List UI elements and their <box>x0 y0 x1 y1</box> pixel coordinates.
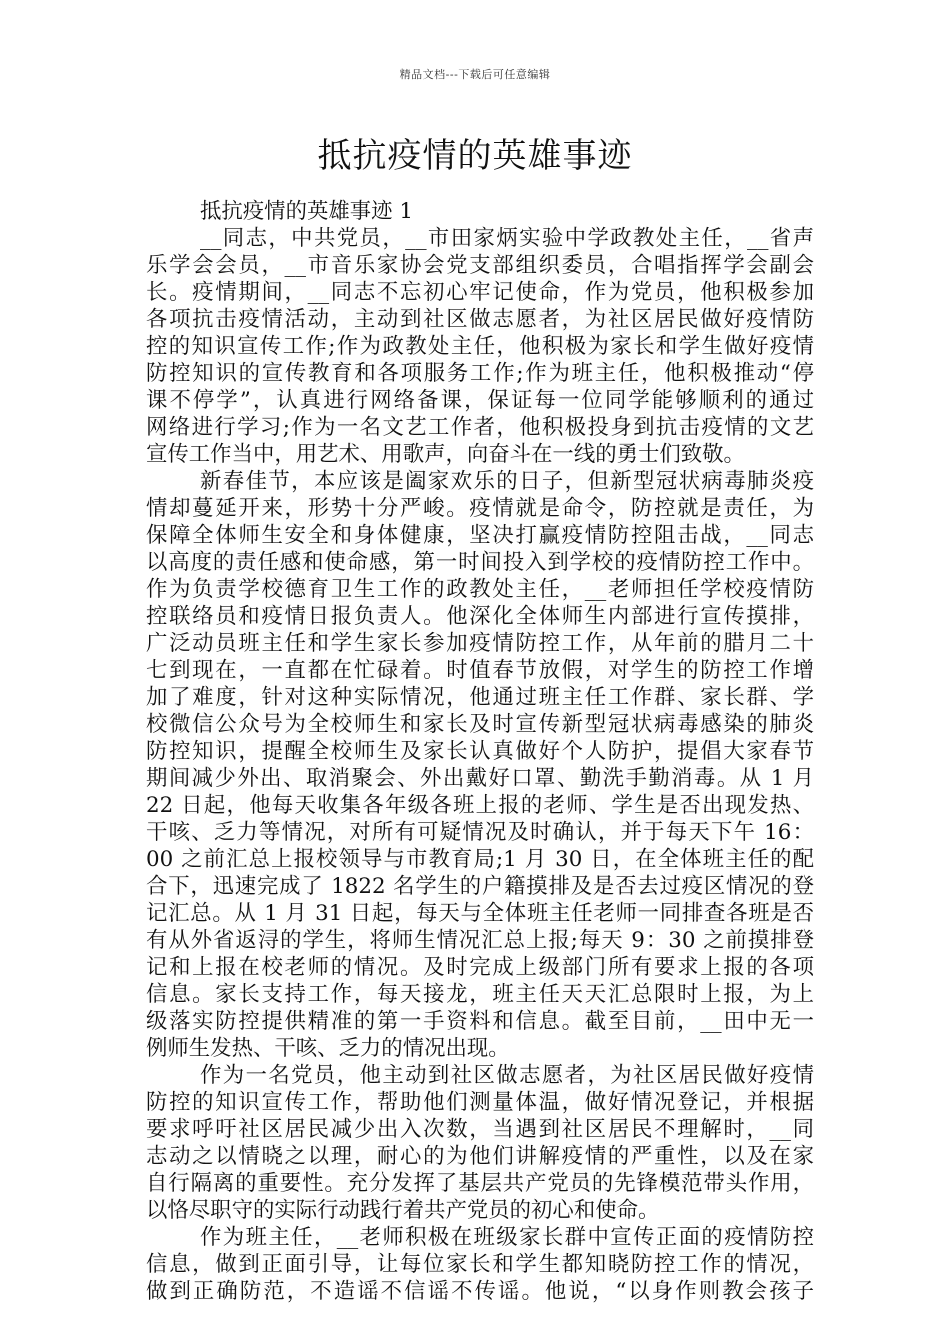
body-line: 22 日起，他每天收集各年级各班上报的老师、学生是否出现发热、 <box>146 793 814 818</box>
body-line: 控联络员和疫情日报负责人。他深化全体师生内部进行宣传摸排， <box>146 604 814 629</box>
document-body <box>146 198 814 1305</box>
body-line: 要求呼吁社区居民减少出入次数，当遇到社区居民不理解时，__同 <box>146 1117 814 1142</box>
body-line: 做到正确防范，不造谣不信谣不传谣。他说，“以身作则教会孩子 <box>146 1279 814 1304</box>
body-line: 有从外省返浔的学生，将师生情况汇总上报;每天 9：30 之前摸排登 <box>146 928 814 953</box>
body-line: 记和上报在校老师的情况。及时完成上级部门所有要求上报的各项 <box>146 955 814 980</box>
header-note: 精品文档---下载后可任意编辑 <box>399 68 551 81</box>
body-line: 志动之以情晓之以理，耐心的为他们讲解疫情的严重性，以及在家 <box>146 1144 814 1169</box>
body-line: 控的知识宣传工作;作为政教处主任，他积极为家长和学生做好疫情 <box>146 334 814 359</box>
body-line: 00 之前汇总上报校领导与市教育局;1 月 30 日，在全体班主任的配 <box>146 847 814 872</box>
body-line: 校微信公众号为全校师生和家长及时宣传新型冠状病毒感染的肺炎 <box>146 712 814 737</box>
body-line: 信息。家长支持工作，每天接龙，班主任天天汇总限时上报，为上 <box>146 982 814 1007</box>
body-line: 各项抗击疫情活动，主动到社区做志愿者，为社区居民做好疫情防 <box>146 307 814 332</box>
body-line: 广泛动员班主任和学生家长参加疫情防控工作，从年前的腊月二十 <box>146 631 814 656</box>
body-line: 情却蔓延开来，形势十分严峻。疫情就是命令，防控就是责任，为 <box>146 496 814 521</box>
body-line: 作为一名党员，他主动到社区做志愿者，为社区居民做好疫情 <box>200 1063 814 1088</box>
body-line: 课不停学”，认真进行网络备课，保证每一位同学能够顺利的通过 <box>146 388 814 413</box>
body-line: 记汇总。从 1 月 31 日起，每天与全体班主任老师一同排查各班是否 <box>146 901 814 926</box>
body-line: 乐学会会员，__市音乐家协会党支部组织委员，合唱指挥学会副会 <box>146 253 814 278</box>
section-heading: 抵抗疫情的英雄事迹 1 <box>200 199 413 224</box>
body-line: 防控的知识宣传工作，帮助他们测量体温，做好情况登记，并根据 <box>146 1090 814 1115</box>
body-line: 期间减少外出、取消聚会、外出戴好口罩、勤洗手勤消毒。从 1 月 <box>146 766 814 791</box>
body-line: 级落实防控提供精准的第一手资料和信息。截至目前，__田中无一 <box>146 1009 814 1034</box>
body-line: 网络进行学习;作为一名文艺工作者，他积极投身到抗击疫情的文艺 <box>146 415 814 440</box>
body-line: 保障全体师生安全和身体健康，坚决打赢疫情防控阻击战，__同志 <box>146 523 814 548</box>
body-line: 以高度的责任感和使命感，第一时间投入到学校的疫情防控工作中。 <box>146 550 814 575</box>
body-line: 宣传工作当中，用艺术、用歌声，向奋斗在一线的勇士们致敬。 <box>146 442 745 467</box>
body-line: 防控知识，提醒全校师生及家长认真做好个人防护，提倡大家春节 <box>146 739 814 764</box>
body-line: 防控知识的宣传教育和各项服务工作;作为班主任，他积极推动“停 <box>146 361 814 386</box>
body-line: 新春佳节，本应该是阖家欢乐的日子，但新型冠状病毒肺炎疫 <box>200 469 814 494</box>
body-line: 信息，做到正面引导，让每位家长和学生都知晓防控工作的情况， <box>146 1252 814 1277</box>
body-line: 加了难度，针对这种实际情况，他通过班主任工作群、家长群、学 <box>146 685 814 710</box>
body-line: 干咳、乏力等情况，对所有可疑情况及时确认，并于每天下午 16： <box>146 820 814 845</box>
document-title: 抵抗疫情的英雄事迹 <box>317 136 633 176</box>
body-line: 合下，迅速完成了 1822 名学生的户籍摸排及是否去过疫区情况的登 <box>146 874 814 899</box>
body-line: 长。疫情期间，__同志不忘初心牢记使命，作为党员，他积极参加 <box>146 280 814 305</box>
body-line: 例师生发热、干咳、乏力的情况出现。 <box>146 1036 510 1061</box>
body-line: 自行隔离的重要性。充分发挥了基层共产党员的先锋模范带头作用， <box>146 1171 814 1196</box>
body-line: 七到现在，一直都在忙碌着。时值春节放假，对学生的防控工作增 <box>146 658 814 683</box>
body-line: __同志，中共党员，__市田家炳实验中学政教处主任，__省声 <box>200 226 814 251</box>
body-line: 作为负责学校德育卫生工作的政教处主任，__老师担任学校疫情防 <box>146 577 814 602</box>
body-line: 作为班主任，__老师积极在班级家长群中宣传正面的疫情防控 <box>200 1225 814 1250</box>
body-line: 以恪尽职守的实际行动践行着共产党员的初心和使命。 <box>146 1198 660 1223</box>
